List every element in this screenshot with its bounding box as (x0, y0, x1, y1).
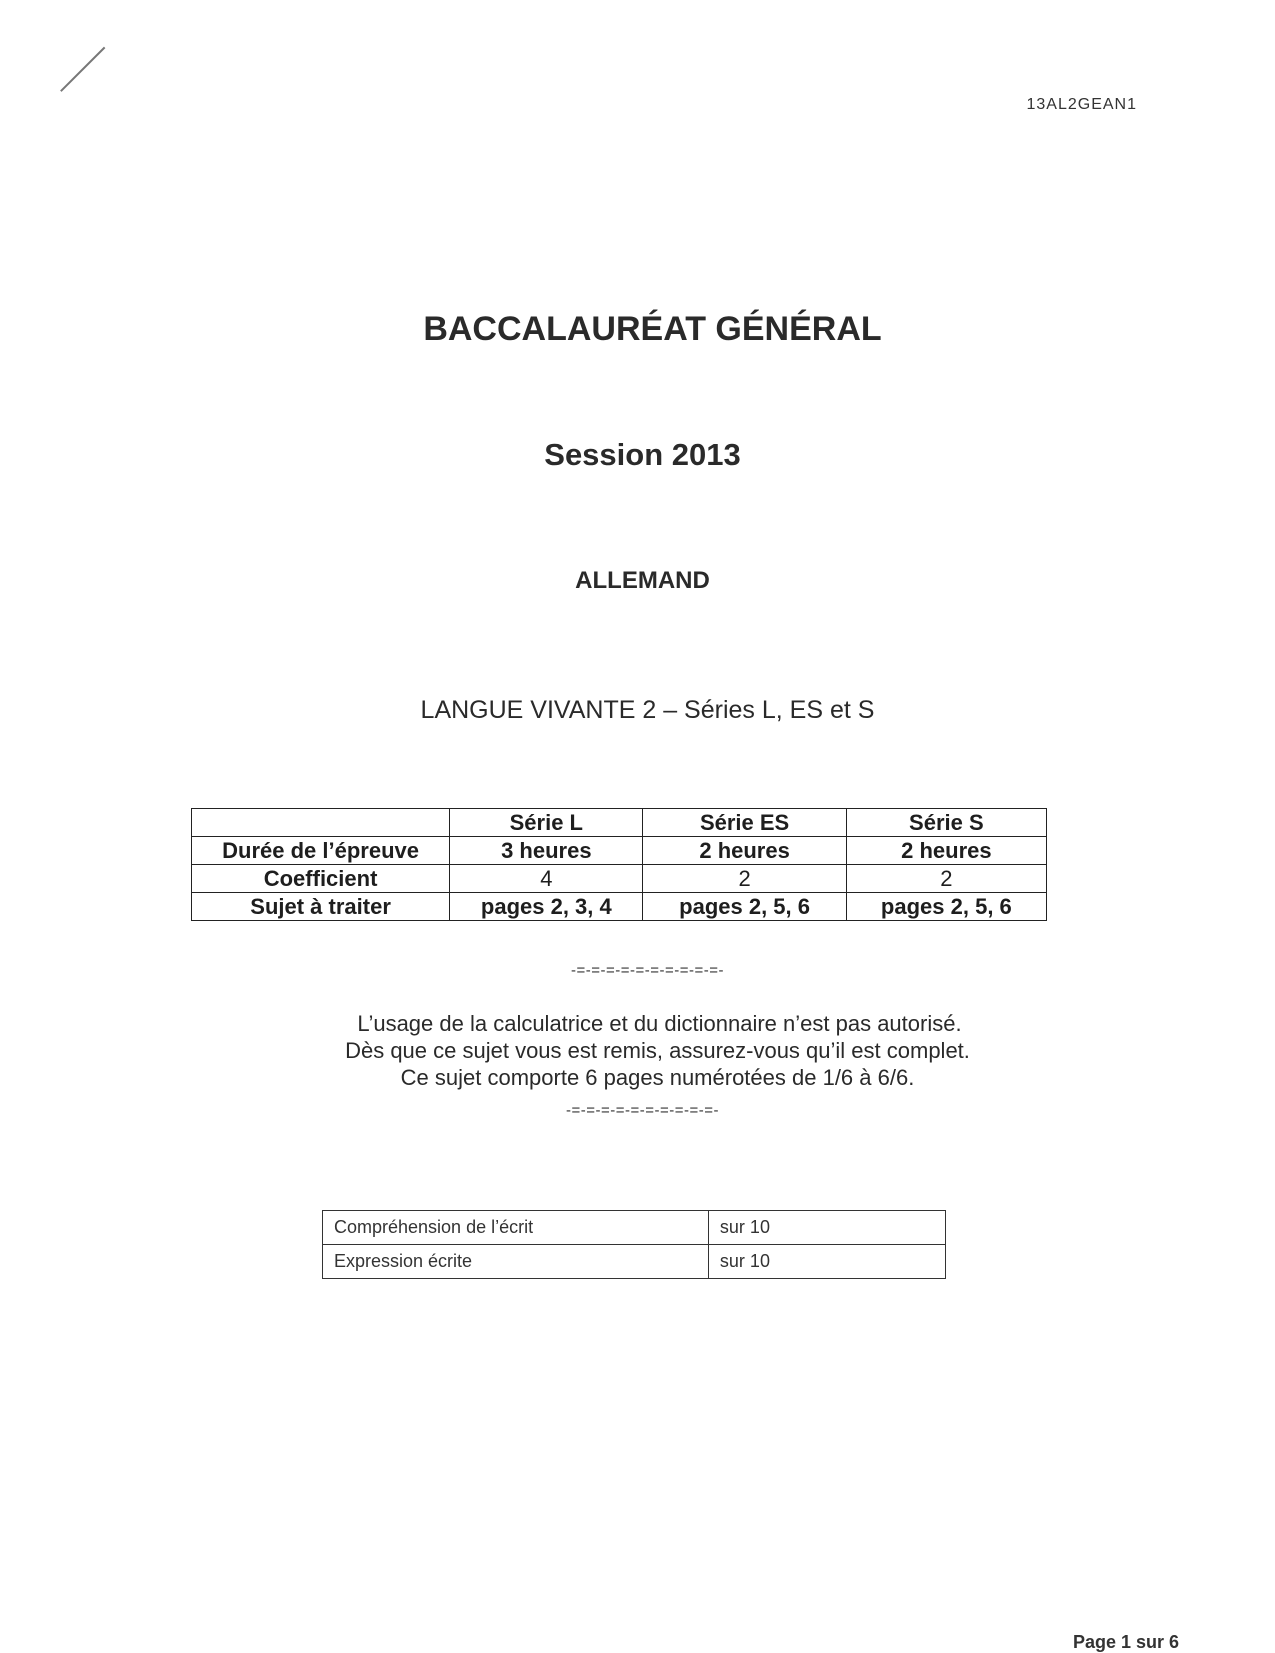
grading-table (322, 1210, 946, 1279)
separator-line: -=-=-=-=-=-=-=-=-=-=- (570, 962, 725, 979)
grading-skill: Expression écrite (323, 1245, 709, 1279)
session-heading: Session 2013 (544, 437, 741, 472)
exam-table-cell: pages 2, 3, 4 (450, 893, 643, 921)
exam-table-cell: 3 heures (450, 837, 643, 865)
grading-row (323, 1211, 946, 1245)
exam-table-cell: 2 (846, 865, 1046, 893)
document-code: 13AL2GEAN1 (1026, 96, 1137, 113)
exam-table-cell: 2 heures (846, 837, 1046, 865)
grading-skill: Compréhension de l’écrit (323, 1211, 709, 1245)
exam-title: BACCALAURÉAT GÉNÉRAL (423, 310, 882, 348)
grading-score: sur 10 (708, 1245, 945, 1279)
language-level-line: LANGUE VIVANTE 2 – Séries L, ES et S (420, 696, 875, 724)
exam-table-cell: pages 2, 5, 6 (846, 893, 1046, 921)
pen-stroke-mark (60, 47, 105, 92)
exam-table-row (192, 837, 1047, 865)
exam-table-row-label: Coefficient (192, 865, 450, 893)
page-number: Page 1 sur 6 (1072, 1632, 1179, 1652)
exam-info-table (191, 808, 1047, 921)
instruction-line: Dès que ce sujet vous est remis, assurez-vous qu’il est complet. (345, 1038, 970, 1063)
exam-table-cell: 4 (450, 865, 643, 893)
exam-table-cell: 2 (643, 865, 846, 893)
subject-heading: ALLEMAND (575, 567, 710, 594)
instruction-line: L’usage de la calculatrice et du dictionnaire n’est pas autorisé. (357, 1011, 962, 1036)
instruction-line: Ce sujet comporte 6 pages numérotées de 1/6 à 6/6. (400, 1065, 915, 1090)
exam-table-row-label: Sujet à traiter (192, 893, 450, 921)
grading-row (323, 1245, 946, 1279)
exam-table-row (192, 893, 1047, 921)
exam-table-header-cell (192, 809, 450, 837)
exam-table-row-label: Durée de l’épreuve (192, 837, 450, 865)
exam-table-header-cell: Série L (450, 809, 643, 837)
separator-line: -=-=-=-=-=-=-=-=-=-=- (565, 1102, 720, 1119)
exam-table-header-row (192, 809, 1047, 837)
exam-table-header-cell: Série ES (643, 809, 846, 837)
exam-table-header-cell: Série S (846, 809, 1046, 837)
exam-table-cell: 2 heures (643, 837, 846, 865)
exam-table-cell: pages 2, 5, 6 (643, 893, 846, 921)
grading-score: sur 10 (708, 1211, 945, 1245)
exam-table-row (192, 865, 1047, 893)
